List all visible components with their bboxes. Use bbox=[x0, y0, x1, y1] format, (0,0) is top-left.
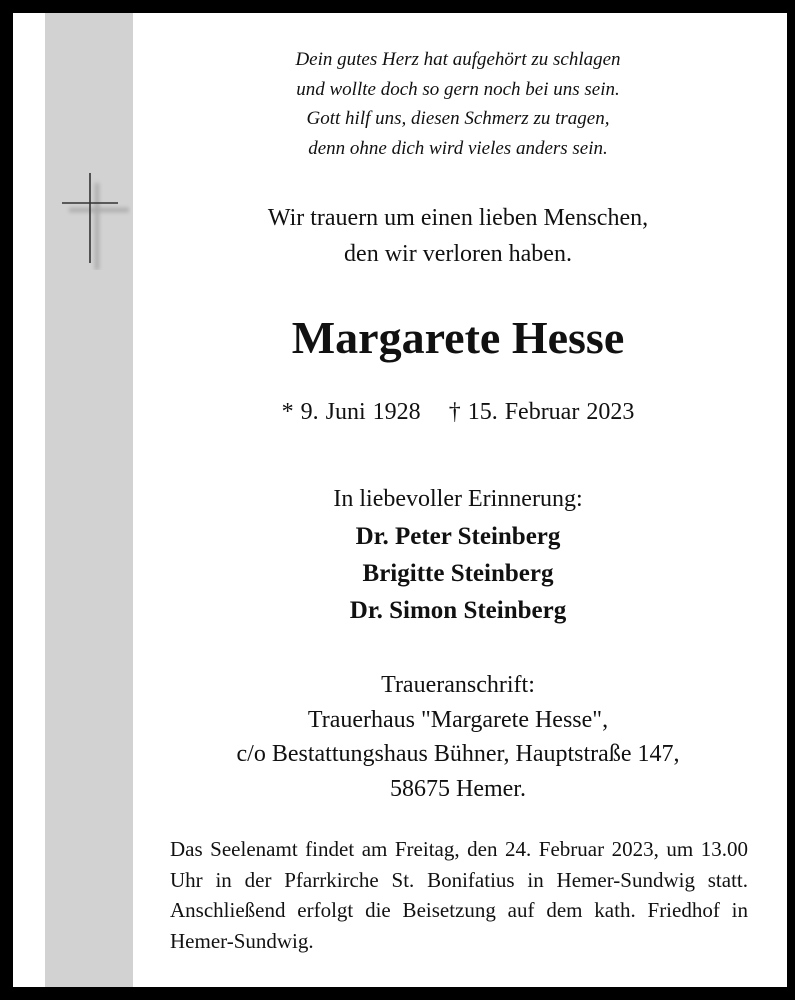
poem-line: Gott hilf uns, diesen Schmerz zu tragen, bbox=[306, 108, 610, 129]
poem bbox=[143, 45, 773, 163]
death-date: † 15. Februar 2023 bbox=[448, 399, 635, 425]
address-line: Traueranschrift: bbox=[381, 672, 535, 698]
birth-date: * 9. Juni 1928 bbox=[281, 399, 421, 425]
mourner: Dr. Simon Steinberg bbox=[349, 597, 567, 624]
remembrance-label: In liebevoller Erinnerung: bbox=[333, 486, 583, 512]
mourner: Dr. Peter Steinberg bbox=[355, 523, 561, 550]
address-line: Trauerhaus "Margarete Hesse", bbox=[307, 706, 609, 733]
intro-text bbox=[143, 200, 773, 272]
deceased-name: Margarete Hesse bbox=[291, 312, 625, 363]
intro-line: Wir trauern um einen lieben Menschen, bbox=[267, 205, 649, 231]
obituary-notice bbox=[13, 13, 787, 987]
service-info: Das Seelenamt findet am Freitag, den 24. Februar 2023, um 13.00 Uhr in der Pfarrkirche St. Bonifatius in Hemer-Sundwig statt. Anschließend erfolgt die Beisetzung auf dem kath. Friedhof in Hemer-Sundwig. bbox=[170, 837, 748, 953]
address-line: c/o Bestattungshaus Bühner, Hauptstraße 147, bbox=[236, 741, 680, 767]
poem-line: und wollte doch so gern noch bei uns sein. bbox=[296, 78, 620, 100]
life-dates bbox=[143, 399, 773, 426]
mourning-address bbox=[143, 668, 773, 806]
mourner: Brigitte Steinberg bbox=[362, 560, 554, 587]
intro-line: den wir verloren haben. bbox=[344, 241, 572, 267]
poem-line: Dein gutes Herz hat aufgehört zu schlagen bbox=[295, 49, 621, 70]
poem-line: denn ohne dich wird vieles anders sein. bbox=[308, 137, 608, 159]
cross-icon bbox=[61, 160, 131, 270]
address-line: 58675 Hemer. bbox=[390, 775, 526, 802]
mourners-list bbox=[143, 518, 773, 629]
